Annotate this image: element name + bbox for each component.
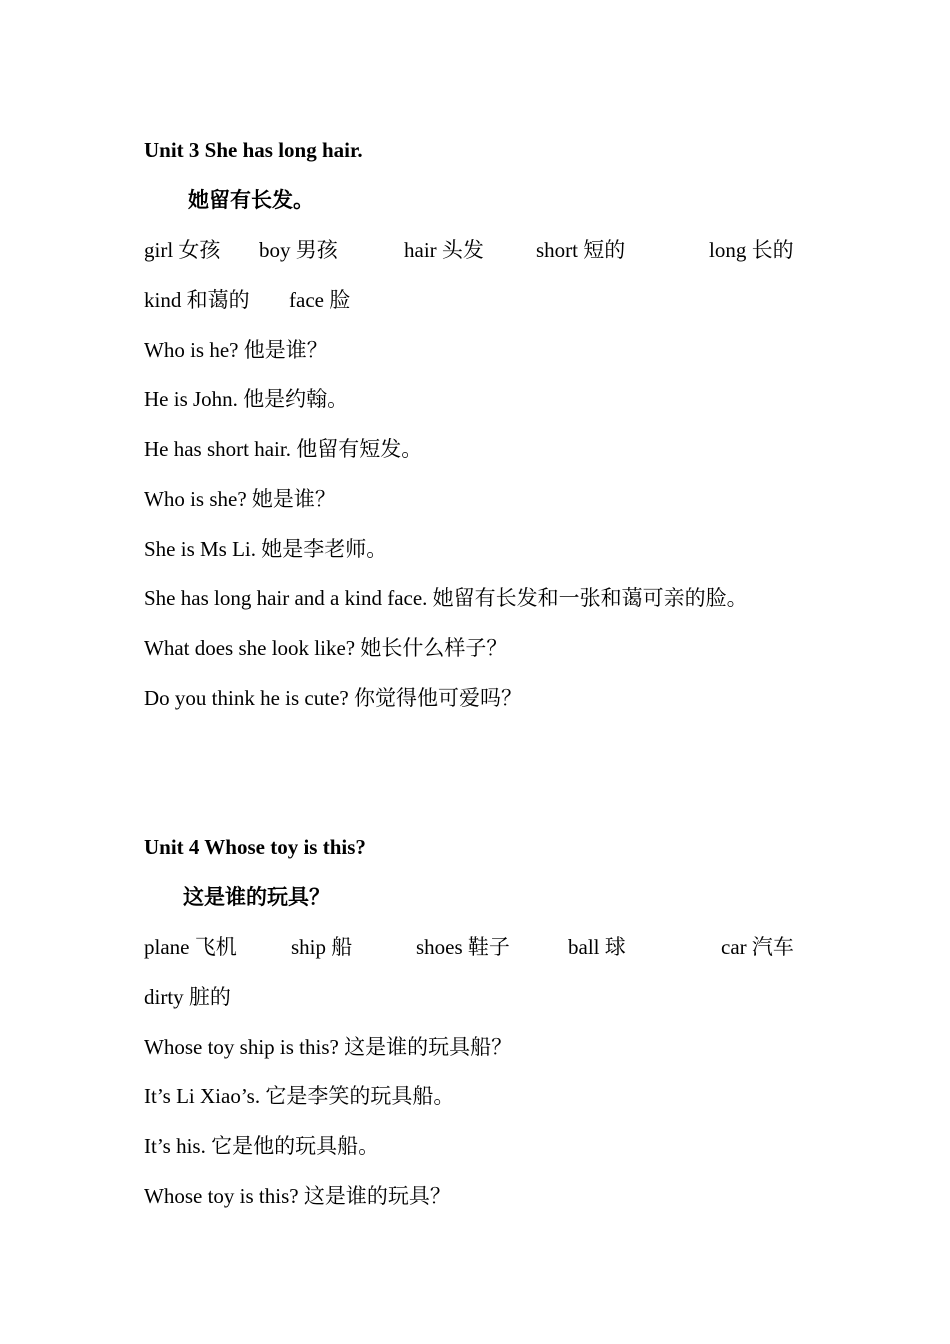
sentence: Who is she? 她是谁？ (144, 487, 336, 511)
sentence: Whose toy ship is this? 这是谁的玩具船？ (144, 1035, 513, 1059)
sentence: Do you think he is cute? 你觉得他可爱吗？ (144, 686, 522, 710)
vocab-dirty: dirty 脏的 (144, 985, 231, 1009)
vocab-plane: plane 飞机 (144, 935, 237, 959)
vocab-ball: ball 球 (568, 935, 626, 959)
vocab-car: car 汽车 (721, 935, 794, 959)
vocab-face: face 脸 (289, 288, 351, 312)
vocab-boy: boy 男孩 (259, 238, 338, 262)
sentence: It’s Li Xiao’s. 它是李笑的玩具船。 (144, 1084, 455, 1108)
sentence: What does she look like? 她长什么样子？ (144, 636, 508, 660)
unit4-title: Unit 4 Whose toy is this? (144, 835, 366, 859)
vocab-hair: hair 头发 (404, 238, 484, 262)
vocab-girl: girl 女孩 (144, 238, 221, 262)
sentence: She has long hair and a kind face. 她留有长发和一张和蔼可亲的脸。 (144, 586, 748, 610)
vocab-shoes: shoes 鞋子 (416, 935, 510, 959)
sentence: Who is he? 他是谁？ (144, 338, 328, 362)
sentence: Whose toy is this? 这是谁的玩具？ (144, 1184, 451, 1208)
vocab-ship: ship 船 (291, 935, 353, 959)
sentence: He has short hair. 他留有短发。 (144, 437, 423, 461)
sentence: It’s his. 它是他的玩具船。 (144, 1134, 380, 1158)
unit3-title: Unit 3 She has long hair. (144, 138, 363, 162)
sentence: She is Ms Li. 她是李老师。 (144, 537, 388, 561)
vocab-short: short 短的 (536, 238, 626, 262)
unit4-subtitle: 这是谁的玩具？ (183, 885, 330, 909)
vocab-long: long 长的 (709, 238, 794, 262)
sentence: He is John. 他是约翰。 (144, 387, 349, 411)
unit3-subtitle: 她留有长发。 (188, 188, 314, 212)
vocab-kind: kind 和蔼的 (144, 288, 250, 312)
